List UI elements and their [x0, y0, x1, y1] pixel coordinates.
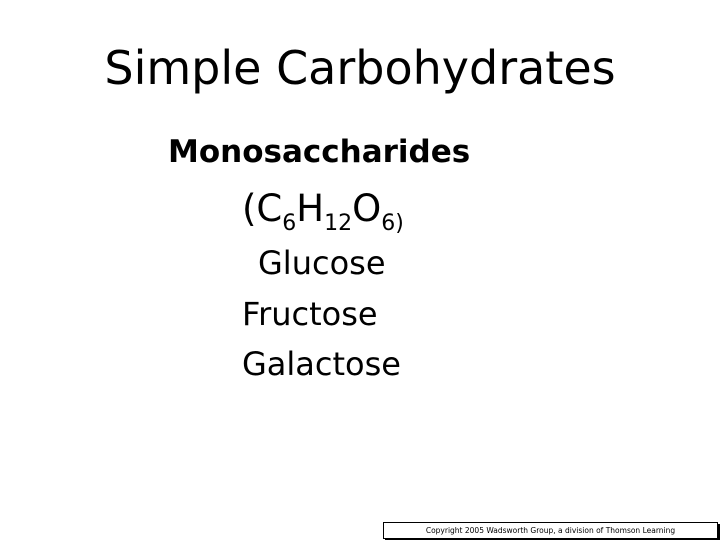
monosaccharides-heading: Monosaccharides: [168, 134, 471, 170]
formula-hydrogen: H: [296, 187, 325, 230]
formula-oxygen: O: [352, 187, 382, 230]
formula-carbon-count: 6: [282, 211, 297, 236]
slide-title: Simple Carbohydrates: [104, 41, 616, 95]
copyright-notice: Copyright 2005 Wadsworth Group, a division of Thomson Learning: [383, 522, 718, 539]
chemical-formula: [242, 186, 404, 238]
sugar-item-glucose: Glucose: [258, 244, 386, 282]
formula-hydrogen-count: 12: [324, 211, 353, 236]
formula-oxygen-count: 6): [381, 211, 404, 236]
sugar-item-galactose: Galactose: [242, 345, 401, 383]
sugar-item-fructose: Fructose: [242, 295, 378, 333]
formula-carbon: (C: [242, 187, 283, 230]
